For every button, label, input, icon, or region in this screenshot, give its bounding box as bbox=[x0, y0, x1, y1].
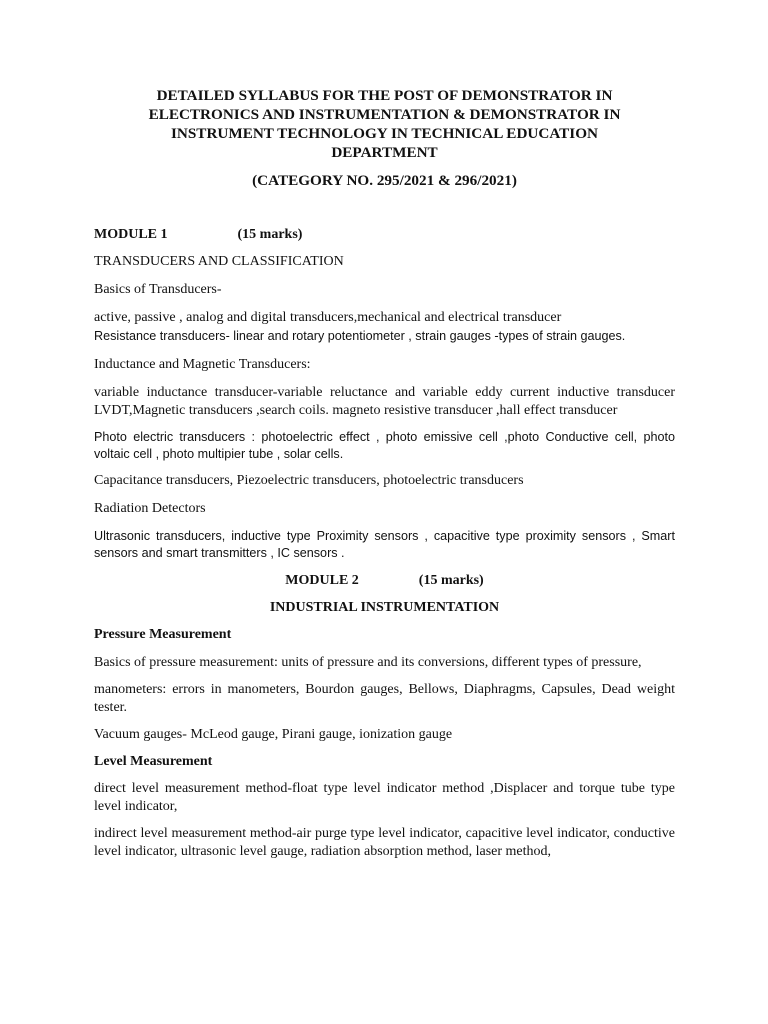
title-line: INSTRUMENT TECHNOLOGY IN TECHNICAL EDUCATION bbox=[170, 125, 599, 142]
module-1-topic: TRANSDUCERS AND CLASSIFICATION bbox=[94, 254, 344, 269]
module-1-heading bbox=[94, 226, 675, 244]
photo-electric-text: Photo electric transducers : photoelectric effect , photo emissive cell ,photo Conductive cell, photo voltaic cell , photo multipier tube , solar cells. bbox=[94, 430, 675, 461]
module-2-topic: INDUSTRIAL INSTRUMENTATION bbox=[269, 600, 500, 615]
vacuum-gauges-text: Vacuum gauges- McLeod gauge, Pirani gauge, ionization gauge bbox=[94, 727, 453, 742]
module-1-label: MODULE 1 bbox=[94, 227, 168, 242]
module-2-marks: (15 marks) bbox=[418, 573, 484, 588]
module-1-marks: (15 marks) bbox=[237, 227, 303, 242]
module-2-label: MODULE 2 bbox=[285, 573, 359, 588]
inductance-text: variable inductance transducer-variable reluctance and variable eddy current inductive transducer LVDT,Magnetic transducers ,search coils. magneto resistive transducer ,hall effect transducer bbox=[94, 385, 675, 418]
module-2-heading bbox=[94, 572, 675, 590]
indirect-level-text: indirect level measurement method-air purge type level indicator, capacitive level indicator, conductive level indicator, ultrasonic level gauge, radiation absorption method, laser method, bbox=[94, 826, 675, 859]
title-line: DETAILED SYLLABUS FOR THE POST OF DEMONSTRATOR IN bbox=[156, 87, 613, 104]
basics-text-b: Resistance transducers- linear and rotary potentiometer , strain gauges -types of strain gauges. bbox=[94, 329, 626, 343]
pressure-basics-text: Basics of pressure measurement: units of pressure and its conversions, different types of pressure, bbox=[94, 655, 642, 670]
radiation-detectors-heading: Radiation Detectors bbox=[94, 501, 206, 516]
direct-level-text: direct level measurement method-float type level indicator method ,Displacer and torque tube type level indicator, bbox=[94, 781, 675, 814]
basics-text-a: active, passive , analog and digital transducers,mechanical and electrical transducer bbox=[94, 310, 562, 325]
inductance-heading: Inductance and Magnetic Transducers: bbox=[94, 357, 311, 372]
capacitance-text: Capacitance transducers, Piezoelectric transducers, photoelectric transducers bbox=[94, 473, 524, 488]
basics-of-transducers-heading: Basics of Transducers- bbox=[94, 282, 222, 297]
ultrasonic-text: Ultrasonic transducers, inductive type Proximity sensors , capacitive type proximity sensors , Smart sensors and smart transmitters , IC sensors . bbox=[94, 529, 675, 560]
document-title bbox=[94, 86, 675, 162]
title-line: ELECTRONICS AND INSTRUMENTATION & DEMONSTRATOR IN bbox=[148, 106, 621, 123]
category-number: (CATEGORY NO. 295/2021 & 296/2021) bbox=[252, 172, 517, 189]
level-measurement-heading: Level Measurement bbox=[94, 754, 213, 769]
pressure-measurement-heading: Pressure Measurement bbox=[94, 627, 232, 642]
title-line: DEPARTMENT bbox=[331, 144, 438, 161]
basics-of-transducers-text bbox=[94, 309, 675, 346]
manometers-text: manometers: errors in manometers, Bourdon gauges, Bellows, Diaphragms, Capsules, Dead weight tester. bbox=[94, 682, 675, 715]
